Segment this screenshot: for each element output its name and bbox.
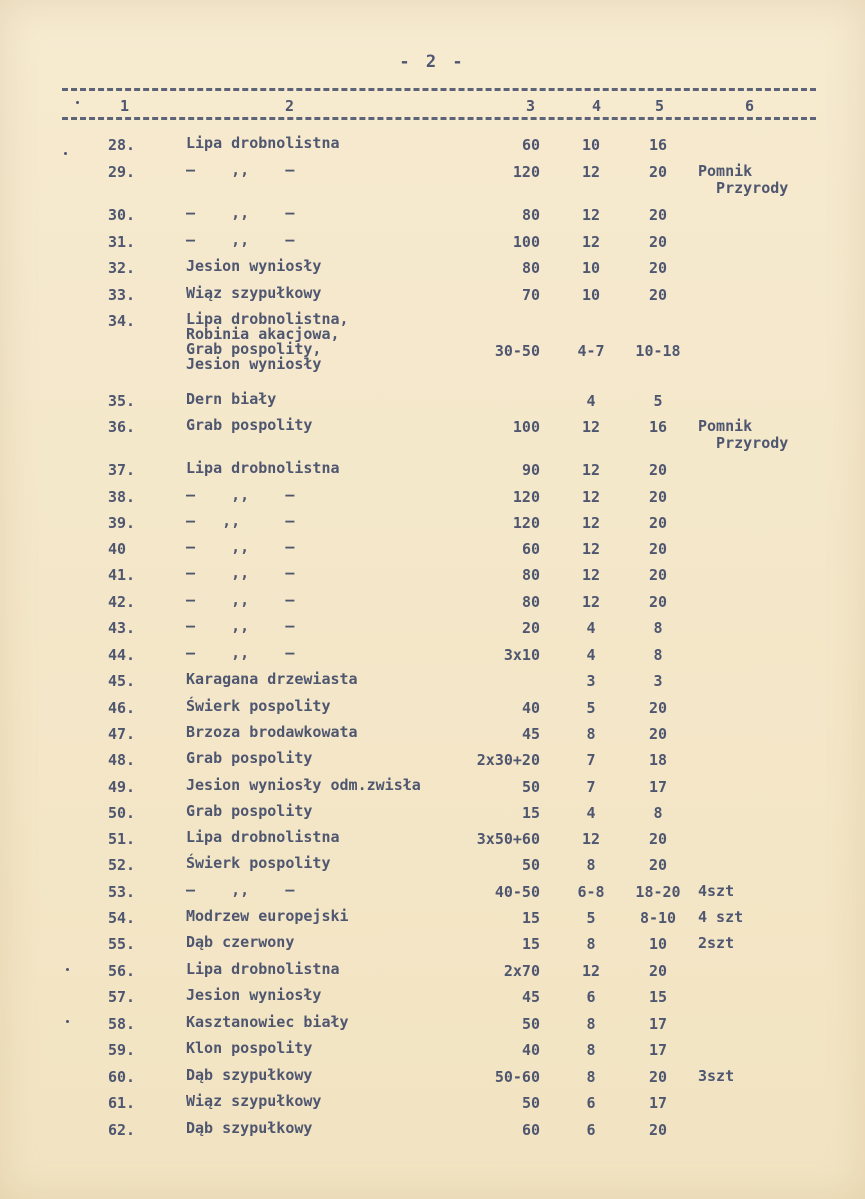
- col-3-value: 2x70: [503, 962, 540, 980]
- header-col-6: 6: [745, 97, 755, 115]
- col-4-value: 12: [581, 163, 601, 181]
- col-3-value: 50: [521, 1015, 540, 1033]
- row-number: 45.: [108, 672, 136, 690]
- col-3-value: 20: [521, 619, 540, 637]
- col-3-value: 45: [521, 725, 540, 743]
- col-5-value: 5: [653, 392, 663, 410]
- col-3-value: 60: [521, 136, 540, 154]
- col-5-value: 20: [648, 233, 668, 251]
- col-5-value: 20: [648, 962, 668, 980]
- col-4-value: 12: [581, 488, 601, 506]
- row-number: 46.: [108, 699, 136, 717]
- col-3-value: 50: [521, 778, 540, 796]
- col-4-value: 8: [586, 1041, 596, 1059]
- col-4-value: 4: [586, 646, 596, 664]
- col-4-value: 10: [581, 136, 601, 154]
- col-5-value: 20: [648, 259, 668, 277]
- species-name: Lipa drobnolistna: [186, 828, 340, 846]
- col-5-value: 8-10: [639, 909, 677, 927]
- species-name: – ,, –: [186, 204, 295, 222]
- species-name: Grab pospolity: [186, 802, 313, 820]
- col-4-value: 6: [586, 1094, 596, 1112]
- species-name: – ,, –: [186, 881, 295, 899]
- species-name: – ,, –: [186, 486, 295, 504]
- col-4-value: 5: [586, 909, 596, 927]
- row-number: 59.: [108, 1041, 136, 1059]
- col-4-value: 6: [586, 1121, 596, 1139]
- col-5-value: 18-20: [635, 883, 681, 901]
- row-number: 48.: [108, 751, 136, 769]
- col-4-value: 12: [581, 962, 601, 980]
- species-name: Dąb szypułkowy: [186, 1066, 313, 1084]
- species-name: – ,, –: [186, 538, 295, 556]
- col-3-value: 100: [512, 233, 540, 251]
- col-4-value: 12: [581, 830, 601, 848]
- col-4-value: 4: [586, 392, 596, 410]
- col-5-value: 20: [648, 461, 668, 479]
- col-5-value: 15: [648, 988, 668, 1006]
- col-5-value: 8: [653, 619, 663, 637]
- species-name: Jesion wyniosły: [186, 986, 322, 1004]
- row-number: 47.: [108, 725, 136, 743]
- species-name: Modrzew europejski: [186, 907, 349, 925]
- species-name: Grab pospolity: [186, 749, 313, 767]
- species-name: Świerk pospolity: [186, 697, 331, 715]
- col-5-value: 8: [653, 804, 663, 822]
- row-number: 58.: [108, 1015, 136, 1033]
- col-5-value: 17: [648, 1094, 668, 1112]
- col-5-value: 20: [648, 699, 668, 717]
- row-number: 32.: [108, 259, 136, 277]
- col-5-value: 10: [648, 935, 668, 953]
- col-3-value: 120: [512, 514, 540, 532]
- species-name: – ,, –: [186, 564, 295, 582]
- col-5-value: 17: [648, 1015, 668, 1033]
- col-4-value: 12: [581, 593, 601, 611]
- col-4-value: 12: [581, 418, 601, 436]
- row-number: 38.: [108, 488, 136, 506]
- col-3-value: 80: [521, 206, 540, 224]
- col-4-value: 8: [586, 725, 596, 743]
- remarks: 2szt: [698, 934, 735, 952]
- col-5-value: 20: [648, 593, 668, 611]
- row-number: 40: [108, 540, 127, 558]
- species-name: – ,, –: [186, 644, 295, 662]
- col-3-value: 80: [521, 593, 540, 611]
- col-5-value: 20: [648, 830, 668, 848]
- col-3-value: 3x50+60: [476, 830, 540, 848]
- row-number: 39.: [108, 514, 136, 532]
- margin-mark: [66, 968, 69, 971]
- row-number: 28.: [108, 136, 136, 154]
- row-number: 53.: [108, 883, 136, 901]
- col-3-value: 40: [521, 1041, 540, 1059]
- species-name: Brzoza brodawkowata: [186, 723, 358, 741]
- col-5-value: 20: [648, 856, 668, 874]
- col-3-value: 80: [521, 259, 540, 277]
- col-4-value: 8: [586, 1068, 596, 1086]
- col-3-value: 3x10: [503, 646, 540, 664]
- header-col-1: 1: [120, 97, 130, 115]
- col-3-value: 90: [521, 461, 540, 479]
- row-number: 35.: [108, 392, 136, 410]
- row-number: 52.: [108, 856, 136, 874]
- col-4-value: 8: [586, 1015, 596, 1033]
- page-number: - 2 -: [399, 52, 466, 72]
- col-5-value: 20: [648, 540, 668, 558]
- col-4-value: 3: [586, 672, 596, 690]
- remarks: 3szt: [698, 1067, 735, 1085]
- col-3-value: 60: [521, 1121, 540, 1139]
- species-name: Wiąz szypułkowy: [186, 284, 322, 302]
- col-4-value: 4: [586, 804, 596, 822]
- col-4-value: 12: [581, 514, 601, 532]
- col-5-value: 20: [648, 488, 668, 506]
- col-5-value: 17: [648, 778, 668, 796]
- row-number: 37.: [108, 461, 136, 479]
- col-5-value: 17: [648, 1041, 668, 1059]
- row-number: 33.: [108, 286, 136, 304]
- species-name: – ,, –: [186, 161, 295, 179]
- col-4-value: 12: [581, 233, 601, 251]
- col-5-value: 20: [648, 1068, 668, 1086]
- col-4-value: 12: [581, 206, 601, 224]
- row-number: 60.: [108, 1068, 136, 1086]
- remarks: Pomnik Przyrody: [698, 417, 789, 452]
- row-number: 61.: [108, 1094, 136, 1112]
- col-4-value: 12: [581, 540, 601, 558]
- margin-mark: [64, 152, 67, 155]
- species-name: Dern biały: [186, 390, 277, 408]
- col-3-value: 2x30+20: [476, 751, 540, 769]
- col-3-value: 50: [521, 856, 540, 874]
- header-col-4: 4: [592, 97, 602, 115]
- species-name: – ,, –: [186, 617, 295, 635]
- col-4-value: 8: [586, 935, 596, 953]
- species-name: Lipa drobnolistna: [186, 459, 340, 477]
- row-number: 43.: [108, 619, 136, 637]
- row-number: 44.: [108, 646, 136, 664]
- col-4-value: 7: [586, 751, 596, 769]
- col-3-value: 120: [512, 488, 540, 506]
- col-5-value: 20: [648, 163, 668, 181]
- header-col-5: 5: [655, 97, 665, 115]
- col-4-value: 10: [581, 286, 601, 304]
- col-5-value: 20: [648, 514, 668, 532]
- species-name: Wiąz szypułkowy: [186, 1092, 322, 1110]
- col-3-value: 120: [512, 163, 540, 181]
- col-3-value: 50-60: [494, 1068, 540, 1086]
- species-name: Świerk pospolity: [186, 854, 331, 872]
- col-5-value: 16: [648, 136, 668, 154]
- col-4-value: 6-8: [577, 883, 605, 901]
- col-5-value: 10-18: [635, 342, 681, 360]
- species-name: Jesion wyniosły odm.zwisła: [186, 776, 421, 794]
- col-3-value: 40-50: [494, 883, 540, 901]
- species-name: Karagana drzewiasta: [186, 670, 358, 688]
- col-4-value: 7: [586, 778, 596, 796]
- row-number: 41.: [108, 566, 136, 584]
- col-3-value: 40: [521, 699, 540, 717]
- col-3-value: 70: [521, 286, 540, 304]
- col-3-value: 15: [521, 935, 540, 953]
- header-col-2: 2: [285, 97, 295, 115]
- col-4-value: 6: [586, 988, 596, 1006]
- species-name: Kasztanowiec biały: [186, 1013, 349, 1031]
- row-number: 30.: [108, 206, 136, 224]
- species-name: Klon pospolity: [186, 1039, 313, 1057]
- row-number: 51.: [108, 830, 136, 848]
- row-number: 50.: [108, 804, 136, 822]
- species-name: – ,, –: [186, 231, 295, 249]
- col-3-value: 15: [521, 909, 540, 927]
- col-3-value: 15: [521, 804, 540, 822]
- col-5-value: 16: [648, 418, 668, 436]
- col-4-value: 4-7: [577, 342, 605, 360]
- col-3-value: 80: [521, 566, 540, 584]
- species-name: Jesion wyniosły: [186, 257, 322, 275]
- row-number: 49.: [108, 778, 136, 796]
- col-5-value: 20: [648, 206, 668, 224]
- col-3-value: 100: [512, 418, 540, 436]
- row-number: 62.: [108, 1121, 136, 1139]
- row-number: 55.: [108, 935, 136, 953]
- col-5-value: 20: [648, 725, 668, 743]
- col-4-value: 12: [581, 461, 601, 479]
- row-number: 42.: [108, 593, 136, 611]
- row-number: 29.: [108, 163, 136, 181]
- species-name: Dąb szypułkowy: [186, 1119, 313, 1137]
- col-4-value: 4: [586, 619, 596, 637]
- col-3-value: 30-50: [494, 342, 540, 360]
- remarks: Pomnik Przyrody: [698, 162, 789, 197]
- header-col-3: 3: [526, 97, 536, 115]
- species-name: Lipa drobnolistna: [186, 134, 340, 152]
- species-name: – ,, –: [186, 512, 295, 530]
- col-5-value: 3: [653, 672, 663, 690]
- col-5-value: 8: [653, 646, 663, 664]
- row-number: 34.: [108, 312, 136, 330]
- species-name: Lipa drobnolistna: [186, 960, 340, 978]
- margin-mark: [66, 1020, 69, 1023]
- row-number: 31.: [108, 233, 136, 251]
- col-5-value: 20: [648, 286, 668, 304]
- col-5-value: 18: [648, 751, 668, 769]
- col-3-value: 45: [521, 988, 540, 1006]
- col-4-value: 8: [586, 856, 596, 874]
- col-3-value: 50: [521, 1094, 540, 1112]
- col-5-value: 20: [648, 566, 668, 584]
- remarks: 4 szt: [698, 908, 744, 926]
- row-number: 54.: [108, 909, 136, 927]
- species-name: Grab pospolity: [186, 416, 313, 434]
- col-3-value: 60: [521, 540, 540, 558]
- row-number: 56.: [108, 962, 136, 980]
- margin-mark: [76, 101, 79, 104]
- remarks: 4szt: [698, 882, 735, 900]
- col-5-value: 20: [648, 1121, 668, 1139]
- col-4-value: 10: [581, 259, 601, 277]
- row-number: 57.: [108, 988, 136, 1006]
- row-number: 36.: [108, 418, 136, 436]
- header-rule-bottom: [62, 117, 816, 120]
- header-rule-top: [62, 88, 816, 91]
- species-name: – ,, –: [186, 591, 295, 609]
- species-name: Lipa drobnolistna, Robinia akacjowa, Grab pospolity, Jesion wyniosły: [186, 310, 349, 373]
- col-4-value: 12: [581, 566, 601, 584]
- species-name: Dąb czerwony: [186, 933, 295, 951]
- col-4-value: 5: [586, 699, 596, 717]
